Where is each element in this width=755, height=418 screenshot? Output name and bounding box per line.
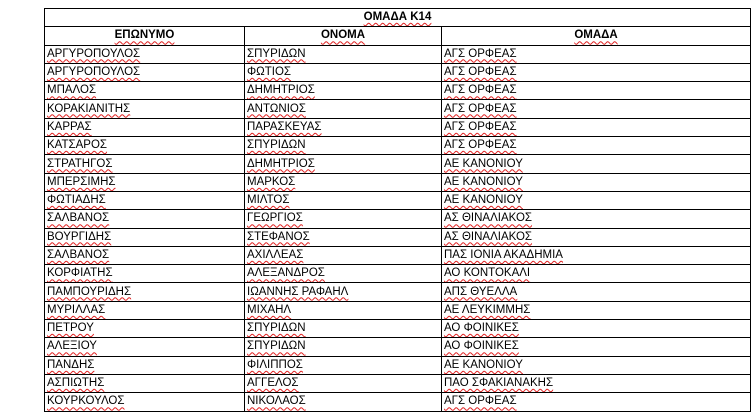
first-name-cell-text: ΣΠΥΡΙΔΩΝ <box>247 322 306 335</box>
table-row <box>45 265 751 283</box>
first-name-cell-text: ΔΗΜΗΤΡΙΟΣ <box>247 84 315 97</box>
team-cell[interactable] <box>442 82 751 100</box>
surname-cell[interactable] <box>45 155 245 173</box>
team-cell-text: ΑΕ ΚΑΝΟΝΙΟΥ <box>444 194 523 207</box>
surname-cell[interactable] <box>45 374 245 392</box>
first-name-cell[interactable] <box>245 100 442 118</box>
first-name-cell[interactable] <box>245 137 442 155</box>
team-cell-text: ΠΑΣ ΙΟΝΙΑ ΑΚΑΔΗΜΙΑ <box>444 249 563 261</box>
header-row <box>45 27 751 45</box>
surname-cell-text: ΣΤΡΑΤΗΓΟΣ <box>47 157 113 170</box>
first-name-cell[interactable] <box>245 283 442 301</box>
surname-cell[interactable] <box>45 210 245 228</box>
team-cell[interactable] <box>442 338 751 356</box>
surname-cell[interactable] <box>45 118 245 136</box>
header-surname-label: ΕΠΩΝΥΜΟ <box>114 29 175 42</box>
team-cell[interactable] <box>442 393 751 411</box>
team-cell-text: ΑΓΣ ΟΡΦΕΑΣ <box>444 139 517 152</box>
team-cell[interactable] <box>442 265 751 283</box>
surname-cell[interactable] <box>45 283 245 301</box>
table-row <box>45 100 751 118</box>
surname-cell-text: ΜΠΑΛΟΣ <box>47 84 97 97</box>
surname-cell[interactable] <box>45 320 245 338</box>
header-first-name[interactable] <box>245 27 442 45</box>
table-row <box>45 137 751 155</box>
team-cell[interactable] <box>442 320 751 338</box>
first-name-cell-text: ΣΠΥΡΙΔΩΝ <box>247 340 306 353</box>
team-cell[interactable] <box>442 45 751 63</box>
first-name-cell[interactable] <box>245 338 442 356</box>
team-cell-text: ΑΕ ΛΕΥΚΙΜΜΗΣ <box>444 303 531 316</box>
surname-cell-text: ΜΠΕΡΣΙΜΗΣ <box>47 175 116 188</box>
surname-cell-text: ΚΑΡΡΑΣ <box>47 120 92 133</box>
first-name-cell-text: ΜΑΡΚΟΣ <box>247 175 296 188</box>
first-name-cell[interactable] <box>245 301 442 319</box>
surname-cell[interactable] <box>45 173 245 191</box>
team-cell-text: ΑΕ ΚΑΝΟΝΙΟΥ <box>444 157 523 170</box>
team-cell-text: ΑΟ ΦΟΙΝΙΚΕΣ <box>444 322 519 335</box>
first-name-cell[interactable] <box>245 246 442 264</box>
table-row <box>45 301 751 319</box>
table-title-cell[interactable] <box>45 9 751 27</box>
table-row <box>45 45 751 63</box>
surname-cell-text: ΚΟΡΑΚΙΑΝΙΤΗΣ <box>47 102 131 115</box>
first-name-cell-text: ΦΩΤΙΟΣ <box>247 66 292 79</box>
title-row <box>45 9 751 27</box>
first-name-cell-text: ΣΠΥΡΙΔΩΝ <box>247 47 306 60</box>
team-cell-text: ΑΓΣ ΟΡΦΕΑΣ <box>444 84 517 97</box>
surname-cell[interactable] <box>45 228 245 246</box>
team-cell[interactable] <box>442 301 751 319</box>
team-cell[interactable] <box>442 283 751 301</box>
table-row <box>45 320 751 338</box>
surname-cell-text: ΜΥΡΙΛΛΑΣ <box>47 303 106 316</box>
table-row <box>45 173 751 191</box>
surname-cell-text: ΠΕΤΡΟΥ <box>47 322 94 335</box>
team-cell[interactable] <box>442 210 751 228</box>
header-first-name-label: ΟΝΟΜΑ <box>320 29 366 42</box>
team-cell[interactable] <box>442 356 751 374</box>
first-name-cell[interactable] <box>245 155 442 173</box>
team-cell[interactable] <box>442 173 751 191</box>
surname-cell[interactable] <box>45 137 245 155</box>
first-name-cell[interactable] <box>245 45 442 63</box>
header-team[interactable] <box>442 27 751 45</box>
first-name-cell[interactable] <box>245 191 442 209</box>
team-cell[interactable] <box>442 246 751 264</box>
surname-cell-text: ΑΣΠΙΩΤΗΣ <box>47 377 105 390</box>
first-name-cell-text: ΝΙΚΟΛΑΟΣ <box>247 395 306 408</box>
table-row <box>45 191 751 209</box>
team-cell-text: ΑΓΣ ΟΡΦΕΑΣ <box>444 120 517 133</box>
team-cell[interactable] <box>442 137 751 155</box>
surname-cell-text: ΚΟΥΡΚΟΥΛΟΣ <box>47 395 125 408</box>
table-row <box>45 356 751 374</box>
surname-cell[interactable] <box>45 100 245 118</box>
surname-cell-text: ΣΑΛΒΑΝΟΣ <box>47 212 110 225</box>
surname-cell-text: ΑΡΓΥΡΟΠΟΥΛΟΣ <box>47 66 141 79</box>
team-cell[interactable] <box>442 100 751 118</box>
table-row <box>45 155 751 173</box>
surname-cell-text: ΒΟΥΡΓΙΔΗΣ <box>47 230 112 243</box>
roster-table <box>44 8 751 412</box>
team-cell-text: ΑΓΣ ΟΡΦΕΑΣ <box>444 47 517 60</box>
first-name-cell[interactable] <box>245 228 442 246</box>
table-row <box>45 374 751 392</box>
first-name-cell[interactable] <box>245 63 442 81</box>
surname-cell[interactable] <box>45 356 245 374</box>
first-name-cell-text: ΔΗΜΗΤΡΙΟΣ <box>247 157 315 170</box>
surname-cell-text: ΣΑΛΒΑΝΟΣ <box>47 249 110 261</box>
table-row <box>45 338 751 356</box>
roster-sheet <box>44 8 750 412</box>
surname-cell-text: ΠΑΜΠΟΥΡΙΔΗΣ <box>47 285 132 298</box>
first-name-cell-text: ΠΑΡΑΣΚΕΥΑΣ <box>247 120 322 133</box>
table-row <box>45 118 751 136</box>
surname-cell[interactable] <box>45 301 245 319</box>
surname-cell[interactable] <box>45 338 245 356</box>
team-cell-text: ΑΟ ΦΟΙΝΙΚΕΣ <box>444 340 519 353</box>
header-surname[interactable] <box>45 27 245 45</box>
team-cell[interactable] <box>442 191 751 209</box>
first-name-cell[interactable] <box>245 356 442 374</box>
first-name-cell-text: ΙΩΑΝΝΗΣ ΡΑΦΑΗΛ <box>247 285 349 298</box>
table-row <box>45 228 751 246</box>
surname-cell-text: ΚΟΡΦΙΑΤΗΣ <box>47 267 113 280</box>
first-name-cell[interactable] <box>245 210 442 228</box>
roster-rows <box>45 45 751 411</box>
team-cell-text: ΑΓΣ ΟΡΦΕΑΣ <box>444 395 517 408</box>
table-row <box>45 283 751 301</box>
first-name-cell-text: ΜΙΛΤΟΣ <box>247 194 290 207</box>
first-name-cell[interactable] <box>245 320 442 338</box>
team-cell-text: ΑΕ ΚΑΝΟΝΙΟΥ <box>444 175 523 188</box>
team-cell[interactable] <box>442 63 751 81</box>
table-title: ΟΜΑΔΑ Κ14 <box>363 11 432 24</box>
surname-cell[interactable] <box>45 82 245 100</box>
surname-cell-text: ΦΩΤΙΑΔΗΣ <box>47 194 106 207</box>
first-name-cell-text: ΑΝΤΩΝΙΟΣ <box>247 102 306 115</box>
team-cell-text: ΠΑΟ ΣΦΑΚΙΑΝΑΚΗΣ <box>444 377 554 390</box>
team-cell[interactable] <box>442 374 751 392</box>
team-cell-text: ΑΣ ΘΙΝΑΛΙΑΚΟΣ <box>444 230 533 243</box>
surname-cell-text: ΑΡΓΥΡΟΠΟΥΛΟΣ <box>47 47 141 60</box>
surname-cell[interactable] <box>45 63 245 81</box>
surname-cell-text: ΑΛΕΞΙΟΥ <box>47 340 97 353</box>
team-cell-text: ΑΣ ΘΙΝΑΛΙΑΚΟΣ <box>444 212 533 225</box>
surname-cell[interactable] <box>45 393 245 411</box>
first-name-cell[interactable] <box>245 118 442 136</box>
table-row <box>45 82 751 100</box>
surname-cell[interactable] <box>45 191 245 209</box>
team-cell[interactable] <box>442 118 751 136</box>
header-team-label: ΟΜΑΔΑ <box>574 29 618 42</box>
team-cell[interactable] <box>442 155 751 173</box>
first-name-cell-text: ΑΓΓΕΛΟΣ <box>247 377 299 390</box>
surname-cell[interactable] <box>45 45 245 63</box>
team-cell-text: ΑΓΣ ΟΡΦΕΑΣ <box>444 102 517 115</box>
first-name-cell-text: ΑΧΙΛΛΕΑΣ <box>247 249 304 261</box>
team-cell[interactable] <box>442 228 751 246</box>
first-name-cell-text: ΣΤΕΦΑΝΟΣ <box>247 230 310 243</box>
first-name-cell[interactable] <box>245 173 442 191</box>
first-name-cell-text: ΣΠΥΡΙΔΩΝ <box>247 139 306 152</box>
first-name-cell[interactable] <box>245 265 442 283</box>
first-name-cell-text: ΦΙΛΙΠΠΟΣ <box>247 358 303 371</box>
surname-cell-text: ΚΑΤΣΑΡΟΣ <box>47 139 108 152</box>
first-name-cell[interactable] <box>245 374 442 392</box>
table-row <box>45 210 751 228</box>
team-cell-text: ΑΓΣ ΟΡΦΕΑΣ <box>444 66 517 79</box>
table-row <box>45 246 751 264</box>
first-name-cell-text: ΑΛΕΞΑΝΔΡΟΣ <box>247 267 325 280</box>
first-name-cell[interactable] <box>245 393 442 411</box>
surname-cell[interactable] <box>45 246 245 264</box>
first-name-cell-text: ΓΕΩΡΓΙΟΣ <box>247 212 303 225</box>
table-row <box>45 393 751 411</box>
table-row <box>45 63 751 81</box>
surname-cell[interactable] <box>45 265 245 283</box>
team-cell-text: ΑΕ ΚΑΝΟΝΙΟΥ <box>444 358 523 371</box>
team-cell-text: ΑΠΣ ΘΥΕΛΛΑ <box>444 285 518 298</box>
surname-cell-text: ΠΑΝΔΗΣ <box>47 358 95 371</box>
first-name-cell-text: ΜΙΧΑΗΛ <box>247 303 292 316</box>
team-cell-text: ΑΟ ΚΟΝΤΟΚΑΛΙ <box>444 267 531 280</box>
first-name-cell[interactable] <box>245 82 442 100</box>
